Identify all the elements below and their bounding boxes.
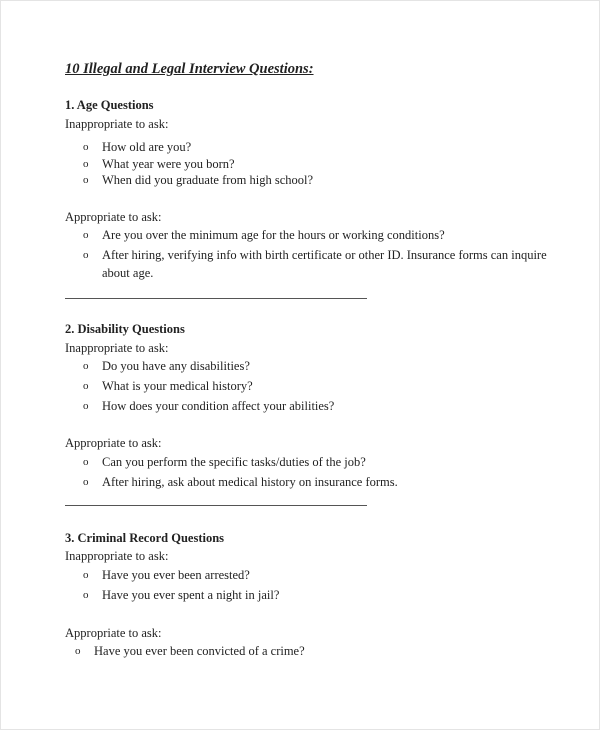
section-heading: 2. Disability Questions	[65, 322, 185, 336]
bullet-icon: o	[83, 174, 89, 186]
bullet-icon: o	[83, 158, 89, 170]
list-item: Are you over the minimum age for the hours or working conditions?	[102, 228, 445, 242]
list-item: Have you ever been convicted of a crime?	[94, 644, 305, 658]
bullet-icon: o	[83, 589, 89, 601]
appropriate-label: Appropriate to ask:	[65, 436, 162, 450]
bullet-icon: o	[83, 476, 89, 488]
list-item: When did you graduate from high school?	[102, 173, 314, 187]
section-divider	[65, 298, 367, 299]
list-item: How does your condition affect your abilities?	[102, 399, 335, 413]
bullet-icon: o	[83, 141, 89, 153]
bullet-icon: o	[75, 645, 81, 657]
bullet-icon: o	[83, 400, 89, 412]
section-heading: 1. Age Questions	[65, 98, 154, 112]
list-item: What year were you born?	[102, 157, 235, 171]
section-divider	[65, 505, 367, 506]
list-item: After hiring, verifying info with birth certificate or other ID. Insurance forms can inquire	[102, 248, 547, 262]
list-item: Have you ever spent a night in jail?	[102, 588, 280, 602]
bullet-icon: o	[83, 229, 89, 241]
section-heading: 3. Criminal Record Questions	[65, 531, 225, 545]
inappropriate-label: Inappropriate to ask:	[65, 549, 169, 563]
list-item: Do you have any disabilities?	[102, 359, 250, 373]
list-item: What is your medical history?	[102, 379, 253, 393]
bullet-icon: o	[83, 456, 89, 468]
document-title: 10 Illegal and Legal Interview Questions:	[65, 61, 314, 77]
list-item: Can you perform the specific tasks/duties of the job?	[102, 455, 366, 469]
list-item: After hiring, ask about medical history on insurance forms.	[102, 475, 398, 489]
list-item-continuation: about age.	[102, 266, 154, 280]
bullet-icon: o	[83, 249, 89, 261]
bullet-icon: o	[83, 380, 89, 392]
appropriate-label: Appropriate to ask:	[65, 210, 162, 224]
list-item: Have you ever been arrested?	[102, 568, 250, 582]
bullet-icon: o	[83, 569, 89, 581]
appropriate-label: Appropriate to ask:	[65, 626, 162, 640]
bullet-icon: o	[83, 360, 89, 372]
inappropriate-label: Inappropriate to ask:	[65, 117, 169, 131]
inappropriate-label: Inappropriate to ask:	[65, 341, 169, 355]
list-item: How old are you?	[102, 140, 192, 154]
